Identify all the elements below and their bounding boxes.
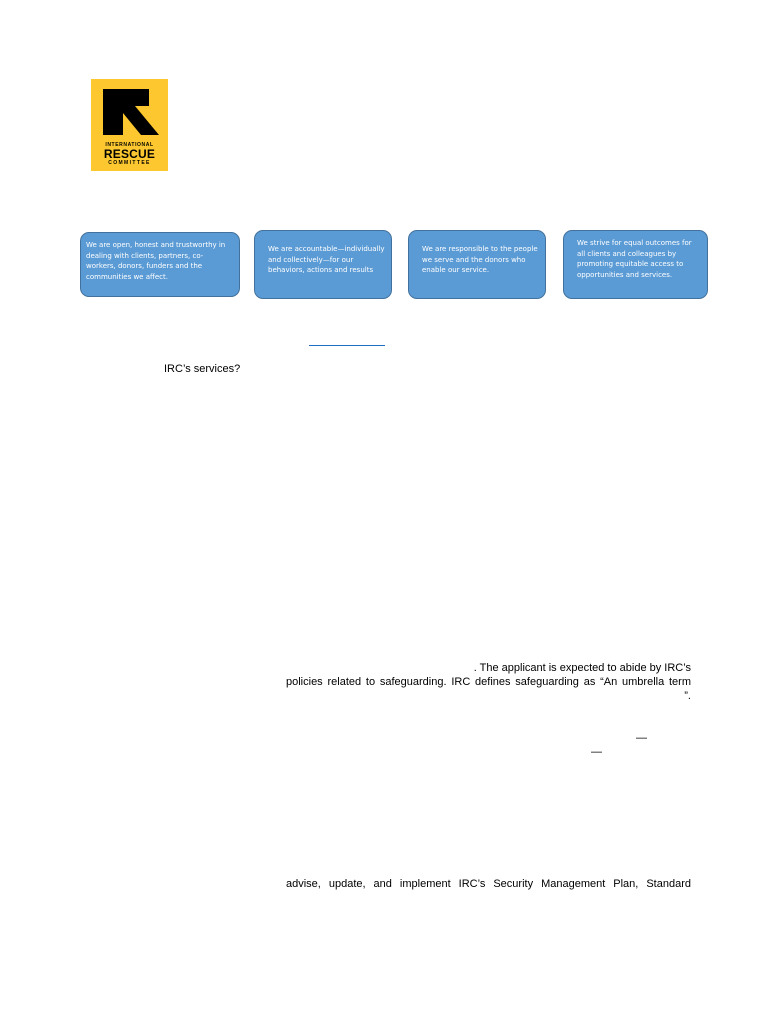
em-dash-1: — (636, 732, 647, 744)
irc-logo (91, 79, 168, 171)
safeguarding-line-3: ”. (684, 690, 691, 702)
logo-text-international: INTERNATIONAL (105, 142, 154, 148)
value-box-accountability: We are accountable—individually and collectively—for our behaviors, actions and results (254, 230, 392, 299)
security-plan-line: advise, update, and implement IRC’s Security Management Plan, Standard (286, 878, 691, 890)
safeguarding-line-2: policies related to safeguarding. IRC defines safeguarding as “An umbrella term (286, 676, 691, 688)
value-box-equality: We strive for equal outcomes for all clients and colleagues by promoting equitable access to opportunities and services. (563, 230, 708, 299)
value-box-service: We are responsible to the people we serve and the donors who enable our service. (408, 230, 546, 299)
logo-text-committee: COMMITTEE (108, 160, 151, 166)
logo-text-rescue: RESCUE (103, 147, 156, 161)
safeguarding-line-1: . The applicant is expected to abide by IRC’s (473, 662, 691, 674)
hyperlink-underline[interactable] (309, 345, 385, 346)
em-dash-2: — (591, 746, 602, 758)
irc-services-text: IRC’s services? (164, 363, 241, 375)
value-box-integrity: We are open, honest and trustworthy in dealing with clients, partners, co-workers, donors, funders and the communities we affect. (80, 232, 240, 297)
